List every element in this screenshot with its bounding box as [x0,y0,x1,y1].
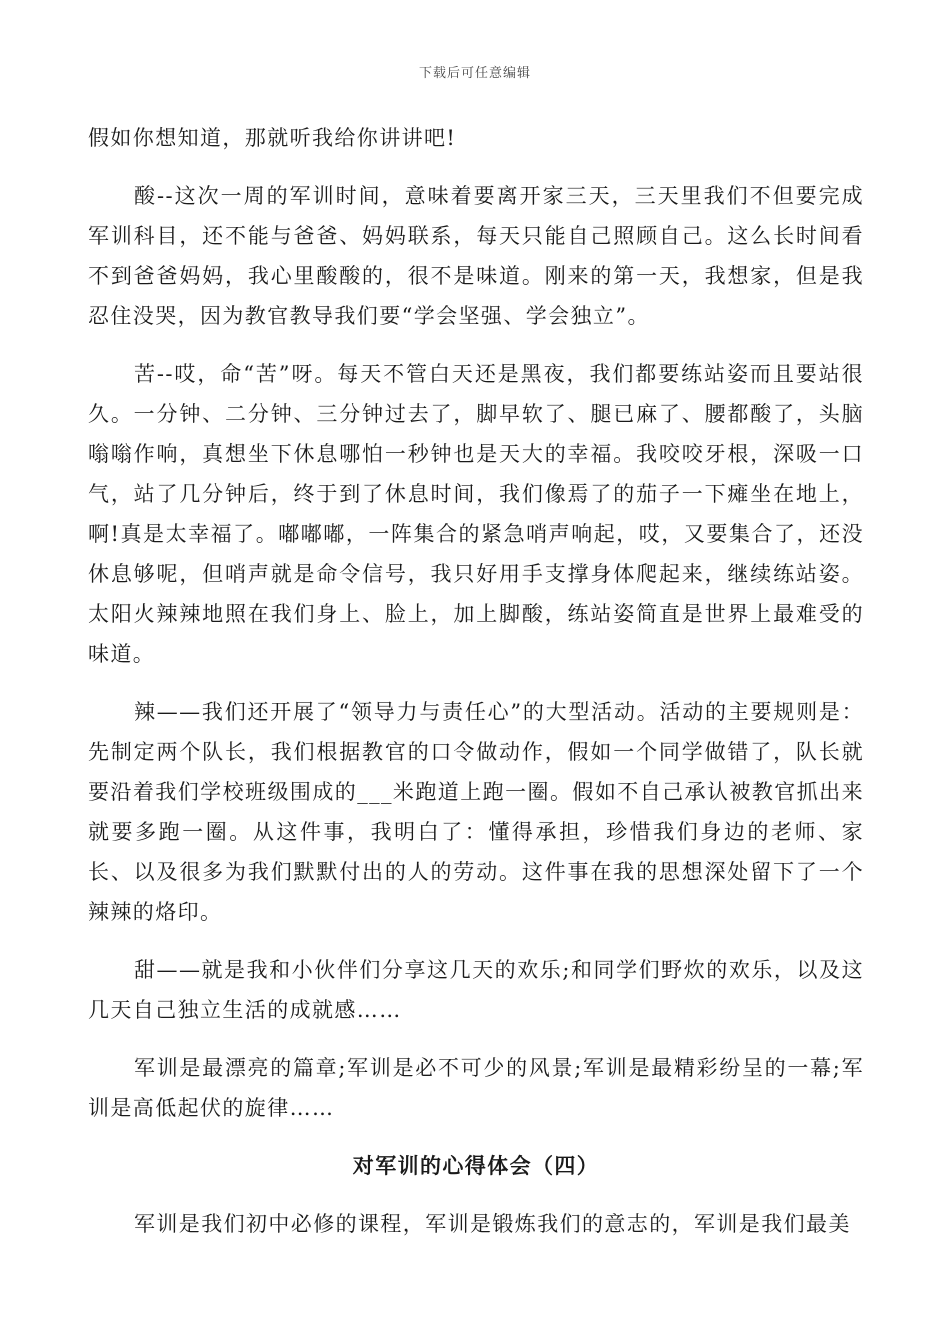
document-body [88,118,864,1262]
page-header: 下载后可任意编辑 [418,66,531,81]
paragraph-intro: 假如你想知道，那就听我给你讲讲吧! [88,126,457,150]
paragraph-sweet: 甜——就是我和小伙伴们分享这几天的欢乐;和同学们野炊的欢乐，以及这几天自己独立生活的成就感…… [88,958,864,1022]
paragraph-sour: 酸--这次一周的军训时间，意味着要离开家三天，三天里我们不但要完成军训科目，还不能与爸爸、妈妈联系，每天只能自己照顾自己。这么长时间看不到爸爸妈妈，我心里酸酸的，很不是味道。刚来的第一天，我想家，但是我忍住没哭，因为教官教导我们要“学会坚强、学会独立”。 [88,184,864,328]
paragraph-closing: 军训是我们初中必修的课程，军训是锻炼我们的意志的，军训是我们最美 [134,1212,851,1236]
section-title: 对军训的心得体会（四） [352,1154,600,1178]
paragraph-summary: 军训是最漂亮的篇章;军训是必不可少的风景;军训是最精彩纷呈的一幕;军训是高低起伏的旋律…… [88,1056,864,1120]
paragraph-bitter: 苦--哎，命“苦”呀。每天不管白天还是黑夜，我们都要练站姿而且要站很久。一分钟、二分钟、三分钟过去了，脚早软了、腿已麻了、腰都酸了，头脑嗡嗡作响，真想坐下休息哪怕一秒钟也是天大的幸福。我咬咬牙根，深吸一口气，站了几分钟后，终于到了休息时间，我们像焉了的茄子一下瘫坐在地上，啊!真是太幸福了。嘟嘟嘟，一阵集合的紧急哨声响起，哎，又要集合了，还没休息够呢，但哨声就是命令信号，我只好用手支撑身体爬起来，继续练站姿。太阳火辣辣地照在我们身上、脸上，加上脚酸，练站姿简直是世界上最难受的味道。 [88,362,864,666]
paragraph-spicy: 辣——我们还开展了“领导力与责任心”的大型活动。活动的主要规则是：先制定两个队长，我们根据教官的口令做动作，假如一个同学做错了，队长就要沿着我们学校班级围成的___米跑道上跑一圈。假如不自己承认被教官抓出来就要多跑一圈。从这件事，我明白了：懂得承担，珍惜我们身边的老师、家长、以及很多为我们默默付出的人的劳动。这件事在我的思想深处留下了一个辣辣的烙印。 [88,700,864,924]
